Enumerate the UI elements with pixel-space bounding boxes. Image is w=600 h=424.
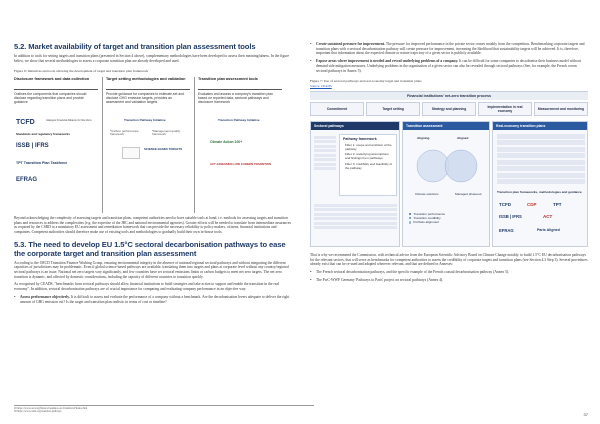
bullet-3-bold: Expose areas where improvement is needed and reveal underlying problems of a company.	[316, 59, 459, 64]
chain-step-target-setting: Target setting	[366, 102, 420, 116]
figure-6-col1-header: Disclosure framework and data collection	[14, 77, 98, 90]
bullet-french-pathways: • The French sectoral decarbonisation pathways, and the specific example of the French coastal decarbonisation pathway (Annex 5).	[310, 270, 588, 275]
tp-frameworks-label: Transition plan frameworks, methodologies and guidance	[497, 189, 582, 194]
panel-real-economy	[492, 121, 588, 247]
footnote-30[interactable]: 30 https://www.ceads.org/transition-pathways	[14, 410, 62, 414]
filter-3: Filter 3: credibility and feasibility of the pathway	[345, 162, 393, 170]
footnotes	[14, 405, 314, 413]
panel-2-title: Transition assessment	[403, 122, 489, 130]
panel-1-title: Sectoral pathways	[311, 122, 399, 130]
tpt-logo: TPT Transition Plan Taskforce	[16, 160, 68, 165]
section-title-5-3: 5.3. The need to develop EU 1.5°C sectoral decarbonisation pathways to ease the corporate target and transition plan assessment	[14, 239, 286, 258]
real-economy-mini-list	[497, 134, 585, 186]
legend-portfolio-alignment: Portfolio alignment	[409, 220, 485, 224]
tpi-logo-2: Transition Pathway Initiative	[218, 117, 260, 122]
chain-step-commitment: Commitment	[310, 102, 364, 116]
figure-7-caption: Figure 7: Use of sectoral pathways and real economy target and transition plans	[310, 79, 422, 84]
legend-dot	[409, 217, 411, 219]
section-title-5-2: 5.2. Market availability of target and transition plan assessment tools	[14, 42, 256, 51]
figure-6-col2-body: Provide guidance for companies to estimate,set and disclose GHG emission targets, provides an assessment and validation targets	[106, 91, 185, 105]
alignment-circles-diagram	[411, 144, 483, 188]
chain-step-measurement: Measurement and monitoring	[534, 102, 588, 116]
footnote-29[interactable]: 29 https://www.oecd.org/finance/Guidance-on-Transition-Finance.htm	[14, 407, 88, 410]
legend-dot	[409, 213, 411, 215]
cdp-logo: CDP	[527, 201, 537, 207]
tpi-note-management: *Management quality framework	[152, 128, 181, 137]
aligning-label: Aligning	[417, 135, 430, 140]
bullet-2-text: The pressure for improved performance in the private sector comes notably from the competition. Benchmarking corporate targets and transition plans with a sectoral decarbonisation pathway will create pressure for improvement, increasing the likelihood that sustainability targets will be achieved. It is, therefore, important that information about the expected climate or nature trajectory of a given sector is publicly available.	[316, 42, 585, 56]
filter-1: Filter 1: scope and ambition of the pathway	[345, 142, 392, 151]
climate-action-100-logo: Climate Action 100+	[210, 139, 243, 144]
figure-6-col3-header: Transition plan assessment tools	[198, 77, 282, 90]
panel-3-title: Real-economy transition plans	[493, 122, 587, 130]
bullet-1-text: It is difficult to assess and evaluate the performance of a company without a benchmark. Are the decarbonisation levers adequate to deliver the right amount of GHG emission cut? Is the target and transition plan realistic in terms of cost or timeline?	[20, 294, 290, 304]
tpi-note-carbon: *Carbon performance framework	[110, 128, 139, 137]
assessment-legend	[409, 212, 485, 225]
figure-7-source[interactable]: Source: CEADS	[310, 83, 332, 88]
figure-6-caption: Figure 6: Initiatives and tools allowing the development of target and transition plan framework	[14, 69, 149, 74]
managed-phaseout-label: Managed phaseout	[455, 191, 482, 196]
filter-2: Filter 2: underlying assumptions and findings from pathways	[345, 152, 389, 161]
paragraph-3: According to the OECD Transition Finance Working Group, ensuring environmental integrity in the absence of national/regional sectoral pathways and without integrating the different capacities of jurisdictions may be problematic. Even if global science-based pathways are available, translating them into targets and plans at corporate level without any country/regional sectoral pathways is an issue. National net zero targets vary significantly, and few countries have set sectoral emissions limits or carbon budgets to meet net zero targets. The net zero transition is dynamic, and affected by domestic considerations, including the capacity of different countries to transition quickly.	[14, 260, 289, 279]
divider	[102, 77, 103, 213]
act-logo-small: ACT	[543, 213, 553, 219]
figure-7	[310, 121, 588, 247]
legend-dot	[409, 221, 411, 223]
efrag-logo-small: EFRAG	[499, 227, 514, 233]
pathway-framework-title: Pathway framework	[343, 136, 377, 141]
sbti-logo: SCIENCE BASED TARGETS	[144, 146, 183, 151]
paragraph-4: As recognised by CEADS, "benchmarks from sectoral pathways should allow financial institutions to build strategies and take action to support and enable the transition in the real economy". In addition, sectoral decarbonisation pathways are of crucial importance for comparing and evaluating company performance in an objective way:	[14, 282, 279, 292]
chain-step-implementation: Implementation in real economy	[478, 102, 532, 116]
bullet-expose-areas	[310, 59, 588, 73]
issb-logo-small: ISSB | IFRS	[499, 213, 522, 219]
panel-transition-assessment	[402, 121, 490, 247]
bullet-3-text: It can be difficult for some companies to decarbonise their business model without demand side mitigation measures. Underlying problems in the organisation of a given sector can also be revealed through sectoral pathways (See, for example, the French ocean sectoral pathways in Annex 5).	[316, 59, 581, 73]
issb-ifrs-logo: ISSB | IFRS	[16, 142, 49, 149]
right-column	[310, 42, 588, 282]
panel-sectoral-pathways	[310, 121, 400, 247]
aligned-label: Aligned	[457, 135, 469, 140]
tcfd-logo: TCFD	[16, 118, 35, 126]
bullet-2-bold: Create sustained pressure for improvement.	[316, 42, 385, 46]
efrag-logo: EFRAG	[16, 176, 37, 183]
climate-solutions-label: Climate solutions	[415, 191, 439, 196]
paragraph-2: Beyond acknowledging the complexity of assessing targets and transition plans, competent authorities need to have suitable tools at hand, i.e. methods for assessing targets and transition plans and resources to address the complexities (e.g. the expertise of the JRC and national environmental agencies). Greater efforts will be needed to translate from intermediate assurances as required by the CSRD to a mandatory EU assessment and remediation framework that can provide the necessary reliability to policy makers, citizens, financial institutions and companies. Competent authorities should therefore make use of existing tools and methodologies to gradually build their own in-house tools.	[14, 215, 291, 234]
figure-7-header: Financial institutions' net-zero transition process	[310, 91, 588, 100]
figure-6	[14, 77, 284, 213]
paris-aligned-logo: Paris Aligned	[537, 227, 560, 232]
bullet-pwc-wwf: • The PwC-WWF Germany 'Pathways to Paris' project on sectoral pathways (Annex 4).	[310, 278, 588, 283]
figure-6-col1-body: Outlines the components that companies should disclose regarding transition plans and provide guidance	[14, 91, 87, 105]
divider	[194, 77, 195, 213]
standards-label: Standards and regulatory frameworks	[16, 131, 71, 136]
chain-step-strategy: Strategy and planning	[422, 102, 476, 116]
tpi-logo: Transition Pathway Initiative	[124, 117, 166, 122]
tcfd-logo-small: TCFD	[499, 201, 511, 207]
bullet-1-bold: Assess performance objectively.	[20, 294, 70, 299]
transition-process-chain	[310, 102, 588, 116]
pathway-mini-list-2	[314, 204, 397, 231]
page-number: 37	[583, 412, 588, 417]
legend-transition-performance: Transition performance	[409, 212, 485, 216]
pathway-mini-list	[314, 136, 336, 172]
paragraph-5: That is why we recommend the Commission, with technical advice from the European Scientific Advisory Board on Climate Change notably, to build 1.5°C EU decarbonisation pathways for the relevant sectors, that will serve as benchmarks for competent authorities to assess the credibility of corporate targets and transition plans (see Section 4.3 Step 3). Several procedures already exist that can be re-used and adapted wherever relevant, and that are defined in Annexes:	[310, 252, 588, 267]
intro-paragraph: In addition to tools for setting targets and transition plans (presented in Section 4 above), complementary methodologies have been developed to assess their meaningfulness. In the figure below, we show that several methodologies to assess a corporate transition plan are already developed and used.	[14, 54, 289, 63]
figure-6-col2-header: Target setting methodologies and validation	[106, 77, 190, 90]
gfanz-logo: Glasgow Financial Alliance for Net Zero	[46, 118, 92, 122]
figure-6-col3-body: Evaluates and assess a company's transition plan based on reported data, sectoral pathways and disclosure framework	[198, 91, 273, 105]
legend-transition-credibility: Transition credibility	[409, 216, 485, 220]
bullet-assess-performance	[14, 295, 294, 304]
sbti-icon	[122, 147, 140, 159]
pathway-framework-box	[339, 134, 397, 196]
tpt-logo-small: TPT	[553, 201, 562, 207]
left-column	[14, 42, 294, 304]
bullet-create-pressure	[310, 42, 588, 56]
act-logo: ACT ASSESSING LOW CARBON TRANSITION	[210, 161, 271, 166]
